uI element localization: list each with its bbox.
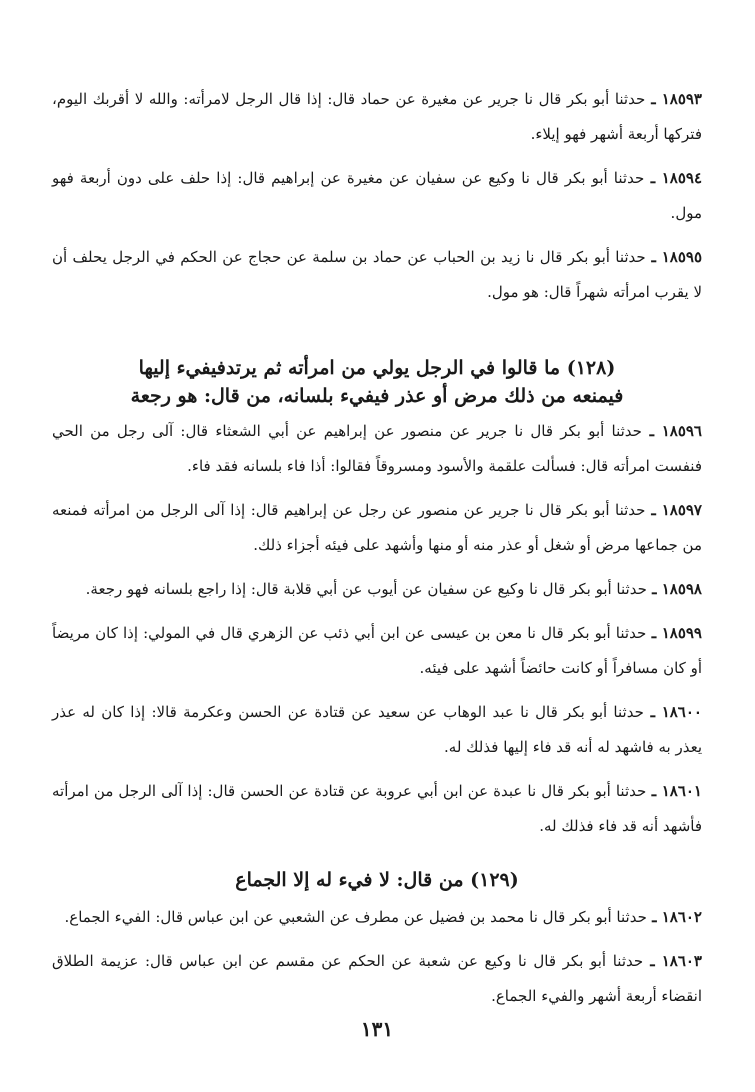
section-3 <box>52 900 702 1014</box>
hadith-number: ١٨٥٩٨ <box>661 580 702 598</box>
hadith-paragraph: ١٨٥٩٧ ـ حدثنا أبو بكر قال نا جرير عن منصور عن رجل عن إبراهيم قال: إذا آلى الرجل من امرأته فمنعه من جماعها مرض أو شغل أو عذر منه أو منها وأشهد على فيئه أجزاء ذلك. <box>52 501 702 554</box>
hadith-text: حدثنا أبو بكر قال نا وكيع عن سفيان عن أيوب عن أبي قلابة قال: إذا راجع بلسانه فهو رجعة. <box>85 580 647 598</box>
hadith-text: حدثنا أبو بكر قال نا جرير عن مغيرة عن حماد قال: إذا قال الرجل لامرأته: والله لا أقربك اليوم، فتركها أربعة أشهر فهو إيلاء. <box>52 90 702 143</box>
hadith-number: ١٨٥٩٧ <box>661 501 702 519</box>
hadith-text: حدثنا أبو بكر قال نا جرير عن منصور عن رجل عن إبراهيم قال: إذا آلى الرجل من امرأته فمنعه من جماعها مرض أو شغل أو عذر منه أو منها وأشهد على فيئه أجزاء ذلك. <box>52 501 702 554</box>
chapter-heading-line: (١٢٩) من قال: لا فيء له إلا الجماع <box>235 869 519 891</box>
section-2 <box>52 414 702 844</box>
chapter-heading-line-2: فيمنعه من ذلك مرض أو عذر فيفيء بلسانه، من قال: هو رجعة <box>130 385 624 407</box>
hadith-number: ١٨٦٠٣ <box>661 952 702 970</box>
chapter-heading-128 <box>52 354 702 410</box>
section-1 <box>52 82 702 310</box>
hadith-text: حدثنا أبو بكر قال نا جرير عن منصور عن إبراهيم عن أبي الشعثاء قال: آلى رجل من الحي فنفست امرأته قال: فسألت علقمة والأسود ومسروقاً فقالوا: أذا فاء بلسانه فقد فاء. <box>52 422 702 475</box>
hadith-text: حدثنا أبو بكر قال نا وكيع عن سفيان عن مغيرة عن إبراهيم قال: إذا حلف على دون أربعة فهو مول. <box>52 169 702 222</box>
hadith-paragraph: ١٨٦٠٢ ـ حدثنا أبو بكر قال نا محمد بن فضيل عن مطرف عن الشعبي عن ابن عباس قال: الفيء الجماع. <box>64 908 702 926</box>
hadith-text: حدثنا أبو بكر قال نا وكيع عن شعبة عن الحكم عن مقسم عن ابن عباس قال: عزيمة الطلاق انقضاء أربعة أشهر والفيء الجماع. <box>52 952 702 1005</box>
hadith-number: ١٨٥٩٩ <box>661 624 702 642</box>
hadith-paragraph: ١٨٥٩٣ ـ حدثنا أبو بكر قال نا جرير عن مغيرة عن حماد قال: إذا قال الرجل لامرأته: والله لا أقربك اليوم، فتركها أربعة أشهر فهو إيلاء. <box>52 90 702 143</box>
hadith-text: حدثنا أبو بكر قال نا عبد الوهاب عن سعيد عن قتادة عن الحسن وعكرمة قالا: إذا كان له عذر يعذر به فاشهد له أنه قد فاء إليها فذلك له. <box>52 703 702 756</box>
hadith-number: ١٨٥٩٦ <box>661 422 702 440</box>
hadith-number: ١٨٦٠٠ <box>661 703 702 721</box>
hadith-text: حدثنا أبو بكر قال نا محمد بن فضيل عن مطرف عن الشعبي عن ابن عباس قال: الفيء الجماع. <box>64 908 647 926</box>
hadith-text: حدثنا أبو بكر قال نا عبدة عن ابن أبي عروبة عن قتادة عن الحسن قال: إذا آلى الرجل من امرأته فأشهد أنه قد فاء فذلك له. <box>52 782 702 835</box>
book-page <box>52 82 702 1041</box>
hadith-number: ١٨٥٩٤ <box>661 169 703 187</box>
hadith-number: ١٨٥٩٣ <box>661 90 702 108</box>
hadith-text: حدثنا أبو بكر قال نا معن بن عيسى عن ابن أبي ذئب عن الزهري قال في المولي: إذا كان مريضاً أو كان مسافراً أو كانت حائضاً أشهد على فيئه. <box>52 624 702 677</box>
hadith-paragraph: ١٨٦٠٠ ـ حدثنا أبو بكر قال نا عبد الوهاب عن سعيد عن قتادة عن الحسن وعكرمة قالا: إذا كان له عذر يعذر به فاشهد له أنه قد فاء إليها فذلك له. <box>52 703 702 756</box>
chapter-heading-line-1: (١٢٨) ما قالوا في الرجل يولي من امرأته ثم يرتدفيفيء إليها <box>138 357 616 379</box>
hadith-paragraph: ١٨٥٩٦ ـ حدثنا أبو بكر قال نا جرير عن منصور عن إبراهيم عن أبي الشعثاء قال: آلى رجل من الحي فنفست امرأته قال: فسألت علقمة والأسود ومسروقاً فقالوا: أذا فاء بلسانه فقد فاء. <box>52 422 702 475</box>
page-number: ١٣١ <box>360 1017 394 1041</box>
hadith-paragraph: ١٨٦٠١ ـ حدثنا أبو بكر قال نا عبدة عن ابن أبي عروبة عن قتادة عن الحسن قال: إذا آلى الرجل من امرأته فأشهد أنه قد فاء فذلك له. <box>52 782 702 835</box>
hadith-text: حدثنا أبو بكر قال نا زيد بن الحباب عن حماد بن سلمة عن حجاج عن الحكم في الرجل يحلف أن لا يقرب امرأته شهراً قال: هو مول. <box>52 248 702 301</box>
hadith-paragraph: ١٨٦٠٣ ـ حدثنا أبو بكر قال نا وكيع عن شعبة عن الحكم عن مقسم عن ابن عباس قال: عزيمة الطلاق انقضاء أربعة أشهر والفيء الجماع. <box>52 952 702 1005</box>
hadith-number: ١٨٦٠١ <box>661 782 702 800</box>
hadith-paragraph: ١٨٥٩٩ ـ حدثنا أبو بكر قال نا معن بن عيسى عن ابن أبي ذئب عن الزهري قال في المولي: إذا كان مريضاً أو كان مسافراً أو كانت حائضاً أشهد على فيئه. <box>52 624 702 677</box>
hadith-number: ١٨٦٠٢ <box>661 908 702 926</box>
hadith-paragraph: ١٨٥٩٤ ـ حدثنا أبو بكر قال نا وكيع عن سفيان عن مغيرة عن إبراهيم قال: إذا حلف على دون أربعة فهو مول. <box>52 169 703 222</box>
chapter-heading-129 <box>52 866 702 894</box>
hadith-paragraph: ١٨٥٩٨ ـ حدثنا أبو بكر قال نا وكيع عن سفيان عن أيوب عن أبي قلابة قال: إذا راجع بلسانه فهو رجعة. <box>85 580 702 598</box>
hadith-paragraph: ١٨٥٩٥ ـ حدثنا أبو بكر قال نا زيد بن الحباب عن حماد بن سلمة عن حجاج عن الحكم في الرجل يحلف أن لا يقرب امرأته شهراً قال: هو مول. <box>52 248 703 301</box>
hadith-number: ١٨٥٩٥ <box>661 248 703 266</box>
